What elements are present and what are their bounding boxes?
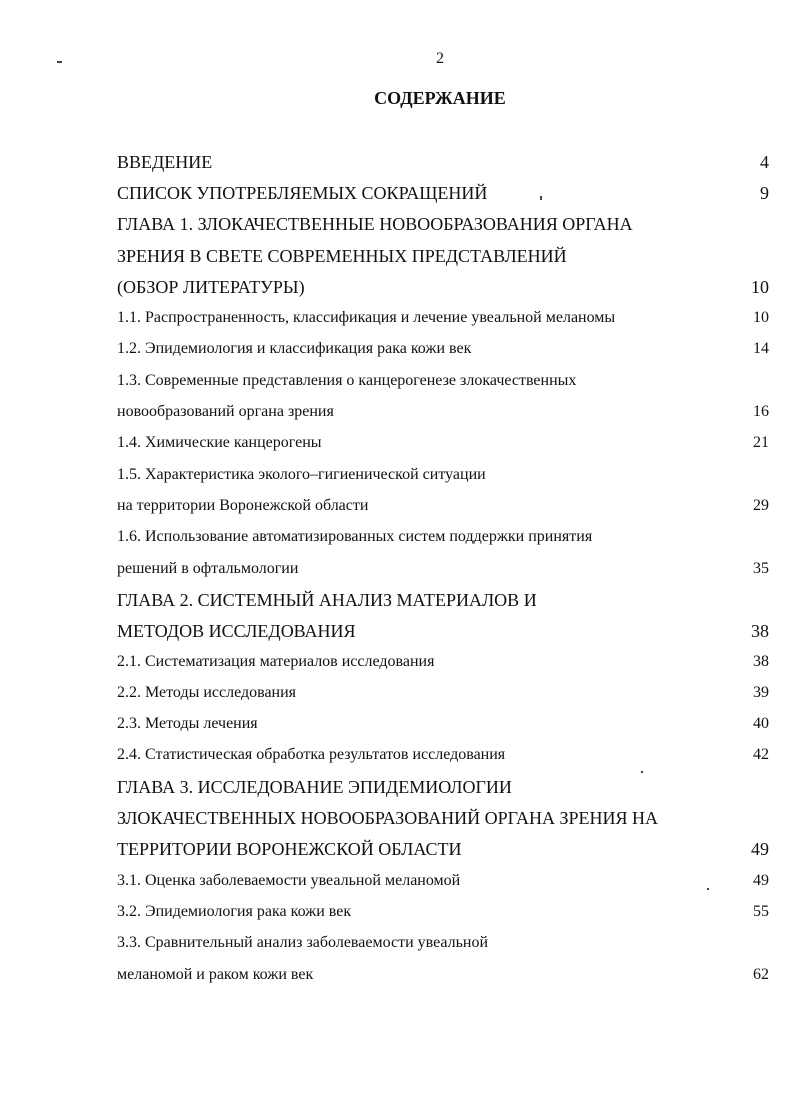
toc-entry-section-1-5-cont[interactable] — [117, 491, 769, 521]
toc-entry-text: 3.2. Эпидемиология рака кожи век — [117, 903, 352, 920]
toc-entry-text: 1.4. Химические канцерогены — [117, 434, 322, 451]
toc-entry-text: 3.1. Оценка заболеваемости увеальной меланомой — [117, 872, 461, 889]
toc-entry-chapter-1[interactable] — [117, 209, 769, 239]
toc-entry-text: 1.2. Эпидемиология и классификация рака кожи век — [117, 340, 472, 357]
toc-entry-section-2-1[interactable] — [117, 647, 769, 677]
toc-entry-page: 55 — [753, 903, 769, 920]
toc-entry-text: 1.5. Характеристика эколого–гигиенической ситуации — [117, 466, 486, 483]
toc-entry-text: 2.4. Статистическая обработка результатов исследования — [117, 746, 506, 763]
toc-entry-page: 14 — [753, 340, 769, 357]
toc-entry-text: решений в офтальмологии — [117, 560, 299, 577]
toc-entry-chapter-2-cont[interactable] — [117, 616, 769, 646]
page-title: СОДЕРЖАНИЕ — [374, 88, 506, 108]
toc-entry-section-3-3[interactable] — [117, 928, 769, 958]
table-of-contents — [117, 147, 769, 987]
toc-entry-chapter-2[interactable] — [117, 585, 769, 615]
toc-entry-text: ГЛАВА 3. ИССЛЕДОВАНИЕ ЭПИДЕМИОЛОГИИ — [117, 777, 512, 797]
toc-entry-page: 39 — [753, 684, 769, 701]
toc-entry-page: 29 — [753, 497, 769, 514]
toc-entry-page: 10 — [753, 309, 769, 326]
toc-entry-page: 9 — [760, 183, 769, 203]
toc-entry-text: 2.3. Методы лечения — [117, 715, 258, 732]
toc-entry-text: ГЛАВА 2. СИСТЕМНЫЙ АНАЛИЗ МАТЕРИАЛОВ И — [117, 590, 537, 610]
toc-entry-text: меланомой и раком кожи век — [117, 966, 314, 983]
toc-entry-section-1-3[interactable] — [117, 366, 769, 396]
toc-entry-chapter-1-cont[interactable] — [117, 241, 769, 271]
toc-entry-text: ТЕРРИТОРИИ ВОРОНЕЖСКОЙ ОБЛАСТИ — [117, 839, 462, 859]
toc-entry-section-1-6[interactable] — [117, 522, 769, 552]
toc-entry-section-3-3-cont[interactable] — [117, 960, 769, 990]
toc-entry-text: ГЛАВА 1. ЗЛОКАЧЕСТВЕННЫЕ НОВООБРАЗОВАНИЯ ОРГАНА — [117, 214, 633, 234]
toc-entry-chapter-3-cont[interactable] — [117, 834, 769, 864]
toc-entry-text: 1.6. Использование автоматизированных систем поддержки принятия — [117, 528, 593, 545]
toc-entry-page: 62 — [753, 966, 769, 983]
toc-entry-abbreviations[interactable] — [117, 178, 769, 208]
toc-entry-chapter-3-cont[interactable] — [117, 803, 769, 833]
toc-entry-chapter-1-cont[interactable] — [117, 272, 769, 302]
toc-entry-text: новообразований органа зрения — [117, 403, 334, 420]
toc-entry-text: на территории Воронежской области — [117, 497, 369, 514]
toc-entry-text: ЗРЕНИЯ В СВЕТЕ СОВРЕМЕННЫХ ПРЕДСТАВЛЕНИЙ — [117, 246, 567, 266]
toc-entry-text: 2.1. Систематизация материалов исследования — [117, 653, 435, 670]
toc-entry-section-2-2[interactable] — [117, 678, 769, 708]
toc-entry-page: 16 — [753, 403, 769, 420]
toc-entry-section-1-5[interactable] — [117, 460, 769, 490]
toc-entry-page: 35 — [753, 560, 769, 577]
toc-entry-chapter-3[interactable] — [117, 772, 769, 802]
toc-entry-section-3-2[interactable] — [117, 897, 769, 927]
toc-entry-section-3-1[interactable] — [117, 866, 769, 896]
toc-entry-text: СПИСОК УПОТРЕБЛЯЕМЫХ СОКРАЩЕНИЙ — [117, 183, 488, 203]
toc-entry-text: 2.2. Методы исследования — [117, 684, 297, 701]
toc-entry-section-2-4[interactable] — [117, 740, 769, 770]
toc-entry-text: МЕТОДОВ ИССЛЕДОВАНИЯ — [117, 621, 356, 641]
toc-entry-page: 49 — [753, 872, 769, 889]
page-number: 2 — [436, 50, 444, 67]
toc-entry-introduction[interactable] — [117, 147, 769, 177]
toc-entry-text: 1.1. Распространенность, классификация и лечение увеальной меланомы — [117, 309, 616, 326]
toc-entry-page: 21 — [753, 434, 769, 451]
toc-entry-page: 38 — [753, 653, 769, 670]
toc-entry-section-1-3-cont[interactable] — [117, 397, 769, 427]
toc-entry-page: 4 — [760, 152, 769, 172]
toc-entry-page: 49 — [751, 839, 769, 859]
toc-entry-text: 1.3. Современные представления о канцерогенезе злокачественных — [117, 372, 577, 389]
toc-entry-text: 3.3. Сравнительный анализ заболеваемости увеальной — [117, 934, 489, 951]
toc-entry-section-1-4[interactable] — [117, 428, 769, 458]
toc-entry-section-1-1[interactable] — [117, 303, 769, 333]
toc-entry-text: ЗЛОКАЧЕСТВЕННЫХ НОВООБРАЗОВАНИЙ ОРГАНА ЗРЕНИЯ НА — [117, 808, 659, 828]
toc-entry-text: (ОБЗОР ЛИТЕРАТУРЫ) — [117, 277, 305, 297]
toc-entry-page: 40 — [753, 715, 769, 732]
toc-entry-page: 10 — [751, 277, 769, 297]
toc-entry-section-1-2[interactable] — [117, 334, 769, 364]
toc-entry-section-1-6-cont[interactable] — [117, 554, 769, 584]
toc-entry-page: 42 — [753, 746, 769, 763]
toc-entry-text: ВВЕДЕНИЕ — [117, 152, 213, 172]
toc-entry-section-2-3[interactable] — [117, 709, 769, 739]
toc-entry-page: 38 — [751, 621, 769, 641]
